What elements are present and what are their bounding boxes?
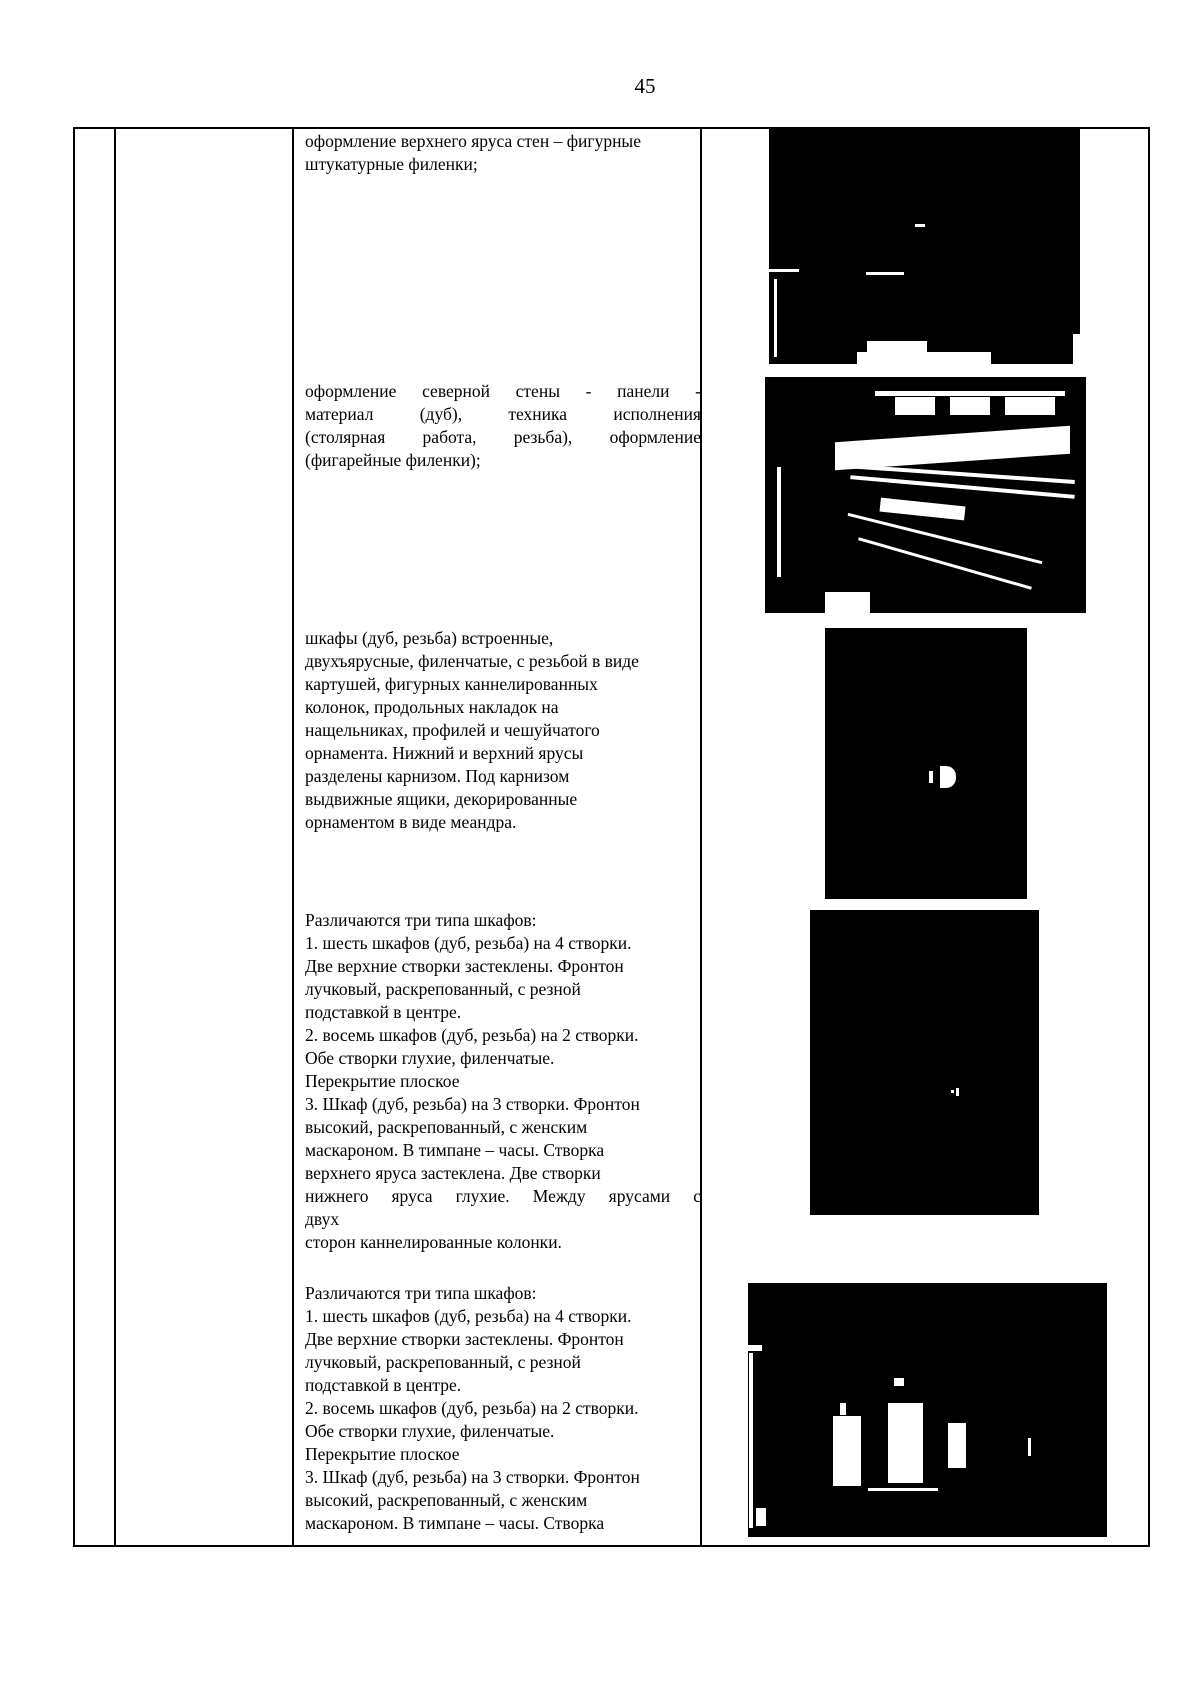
photo-hall-interior [748, 1283, 1107, 1537]
text-line: высокий, раскрепованный, с женским [305, 1490, 588, 1510]
text-line: Две верхние створки застеклены. Фронтон [305, 1329, 624, 1349]
text-line: 3. Шкаф (дуб, резьба) на 3 створки. Фронтон [305, 1094, 640, 1114]
text-line: маскароном. В тимпане – часы. Створка [305, 1140, 605, 1160]
row-description [305, 1282, 701, 1535]
table-bottom-border [73, 1545, 1150, 1547]
text-line: лучковый, раскрепованный, с резной [305, 979, 581, 999]
photo-north-wall-panels [765, 377, 1086, 613]
page-number: 45 [634, 74, 656, 98]
text-line: Перекрытие плоское [305, 1071, 460, 1091]
text-line: оформление верхнего яруса стен – фигурные [305, 131, 641, 151]
row-description [305, 130, 701, 176]
text-line: 1. шесть шкафов (дуб, резьба) на 4 створки. [305, 1306, 632, 1326]
text-line: колонок, продольных накладок на [305, 697, 559, 717]
text-line: нащельниках, профилей и чешуйчатого [305, 720, 600, 740]
text-line: двух [305, 1209, 340, 1229]
text-line: 2. восемь шкафов (дуб, резьба) на 2 створки. [305, 1025, 639, 1045]
text-line: сторон каннелированные колонки. [305, 1232, 562, 1252]
text-line: (столярная работа, резьба), оформление [305, 427, 701, 447]
text-line: выдвижные ящики, декорированные [305, 789, 578, 809]
table-column-divider [292, 127, 294, 1547]
photo-built-in-cabinets [825, 628, 1027, 899]
text-line: подставкой в центре. [305, 1375, 462, 1395]
text-line: Перекрытие плоское [305, 1444, 460, 1464]
text-line: верхнего яруса застеклена. Две створки [305, 1163, 601, 1183]
text-line: (фигарейные филенки); [305, 450, 481, 470]
text-line: Различаются три типа шкафов: [305, 1283, 537, 1303]
text-line: нижнего яруса глухие. Между ярусами с [305, 1186, 701, 1206]
text-line: 1. шесть шкафов (дуб, резьба) на 4 створки. [305, 933, 632, 953]
text-line: картушей, фигурных каннелированных [305, 674, 598, 694]
table-column-divider [73, 127, 75, 1547]
text-line: штукатурные филенки; [305, 154, 478, 174]
photo-upper-wall-tier [769, 129, 1080, 364]
text-line: 3. Шкаф (дуб, резьба) на 3 створки. Фронтон [305, 1467, 640, 1487]
text-line: Обе створки глухие, филенчатые. [305, 1421, 555, 1441]
text-line: высокий, раскрепованный, с женским [305, 1117, 588, 1137]
row-description [305, 627, 701, 834]
text-line: разделены карнизом. Под карнизом [305, 766, 570, 786]
text-line: подставкой в центре. [305, 1002, 462, 1022]
table-column-divider [114, 127, 116, 1547]
text-line: маскароном. В тимпане – часы. Створка [305, 1513, 605, 1533]
row-description [305, 909, 701, 1254]
text-line: орнаментом в виде меандра. [305, 812, 517, 832]
text-line: оформление северной стены - панели - [305, 381, 701, 401]
text-line: Обе створки глухие, филенчатые. [305, 1048, 555, 1068]
text-line: Различаются три типа шкафов: [305, 910, 537, 930]
text-line: материал (дуб), техника исполнения [305, 404, 701, 424]
text-line: лучковый, раскрепованный, с резной [305, 1352, 581, 1372]
text-line: Две верхние створки застеклены. Фронтон [305, 956, 624, 976]
text-line: двухъярусные, филенчатые, с резьбой в виде [305, 651, 639, 671]
row-description [305, 380, 701, 472]
photo-cabinet-types [810, 910, 1039, 1215]
table-column-divider [1148, 127, 1150, 1547]
text-line: 2. восемь шкафов (дуб, резьба) на 2 створки. [305, 1398, 639, 1418]
text-line: шкафы (дуб, резьба) встроенные, [305, 628, 554, 648]
text-line: орнамента. Нижний и верхний ярусы [305, 743, 584, 763]
